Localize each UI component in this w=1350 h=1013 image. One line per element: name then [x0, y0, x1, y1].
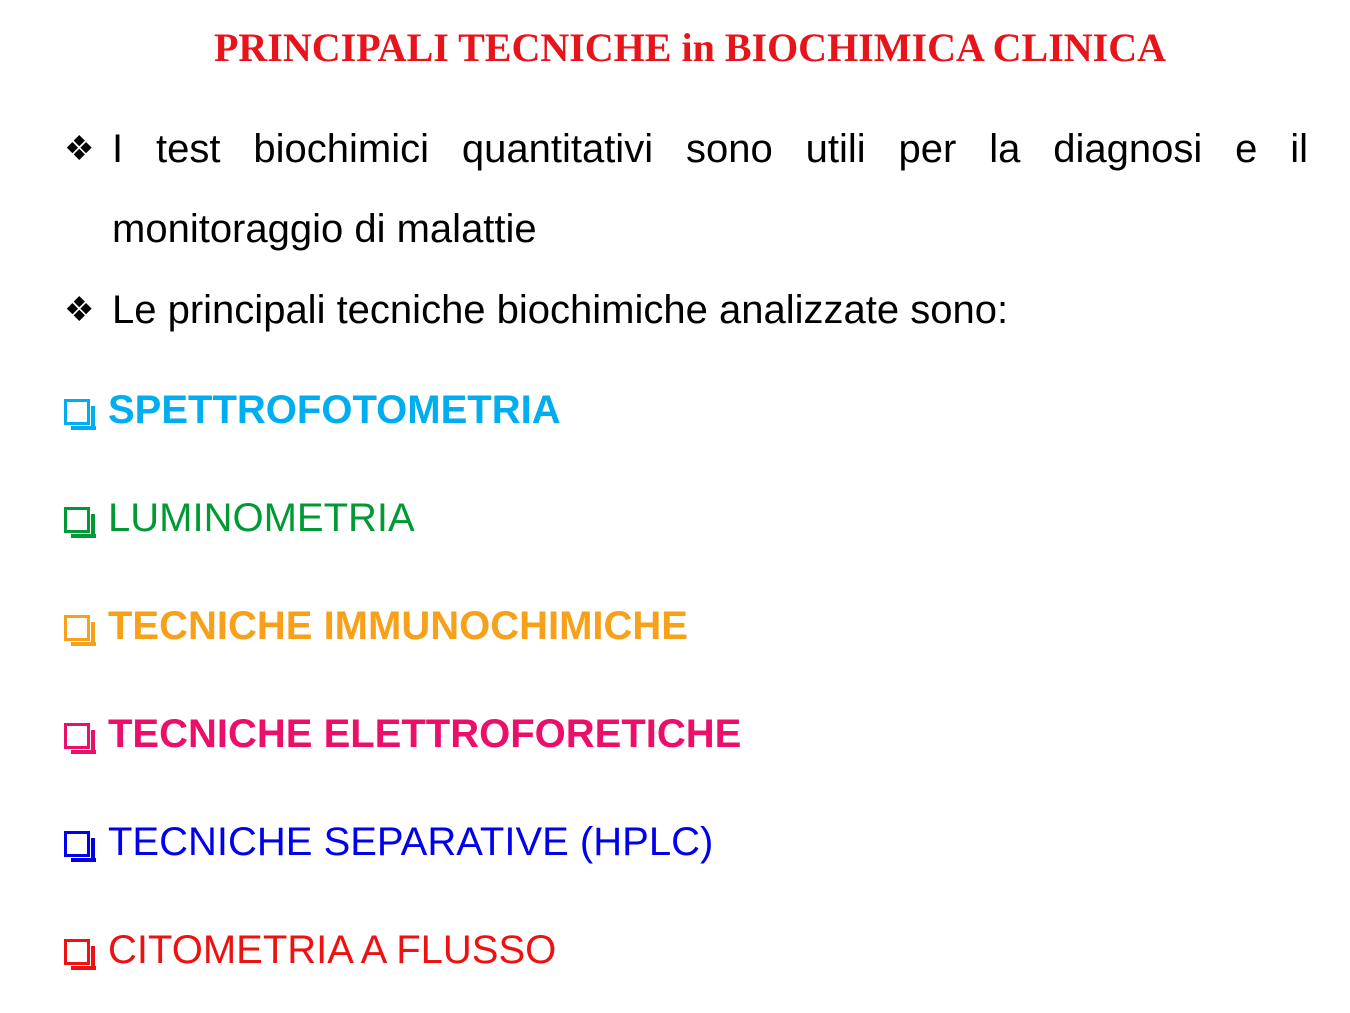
checkbox-square-icon	[64, 831, 90, 857]
technique-label: TECNICHE SEPARATIVE (HPLC)	[108, 820, 714, 864]
slide-title: PRINCIPALI TECNICHE in BIOCHIMICA CLINICA	[213, 25, 1166, 70]
bullet-text: Le principali tecniche biochimiche analizzate sono:	[112, 288, 1009, 332]
technique-label: TECNICHE ELETTROFORETICHE	[108, 712, 742, 756]
checkbox-square-icon	[64, 507, 90, 533]
bullet-item	[64, 109, 1308, 269]
technique-item	[64, 817, 713, 867]
checkbox-square-icon	[64, 723, 90, 749]
technique-label: LUMINOMETRIA	[108, 496, 415, 540]
checkbox-square-icon	[64, 615, 90, 641]
technique-item	[64, 601, 688, 651]
diamond-cluster-icon: ❖	[64, 130, 95, 168]
technique-item	[64, 385, 561, 435]
bullet-text: I test biochimici quantitativi sono utili per la diagnosi e il monitoraggio di malattie	[112, 127, 1308, 251]
technique-item	[64, 925, 556, 975]
bullet-item	[64, 270, 1308, 350]
technique-label: TECNICHE IMMUNOCHIMICHE	[108, 604, 688, 648]
technique-item	[64, 493, 415, 543]
technique-label: CITOMETRIA A FLUSSO	[108, 928, 557, 972]
diamond-cluster-icon: ❖	[64, 291, 95, 329]
technique-item	[64, 709, 741, 759]
technique-label: SPETTROFOTOMETRIA	[108, 388, 561, 432]
checkbox-square-icon	[64, 399, 90, 425]
checkbox-square-icon	[64, 939, 90, 965]
